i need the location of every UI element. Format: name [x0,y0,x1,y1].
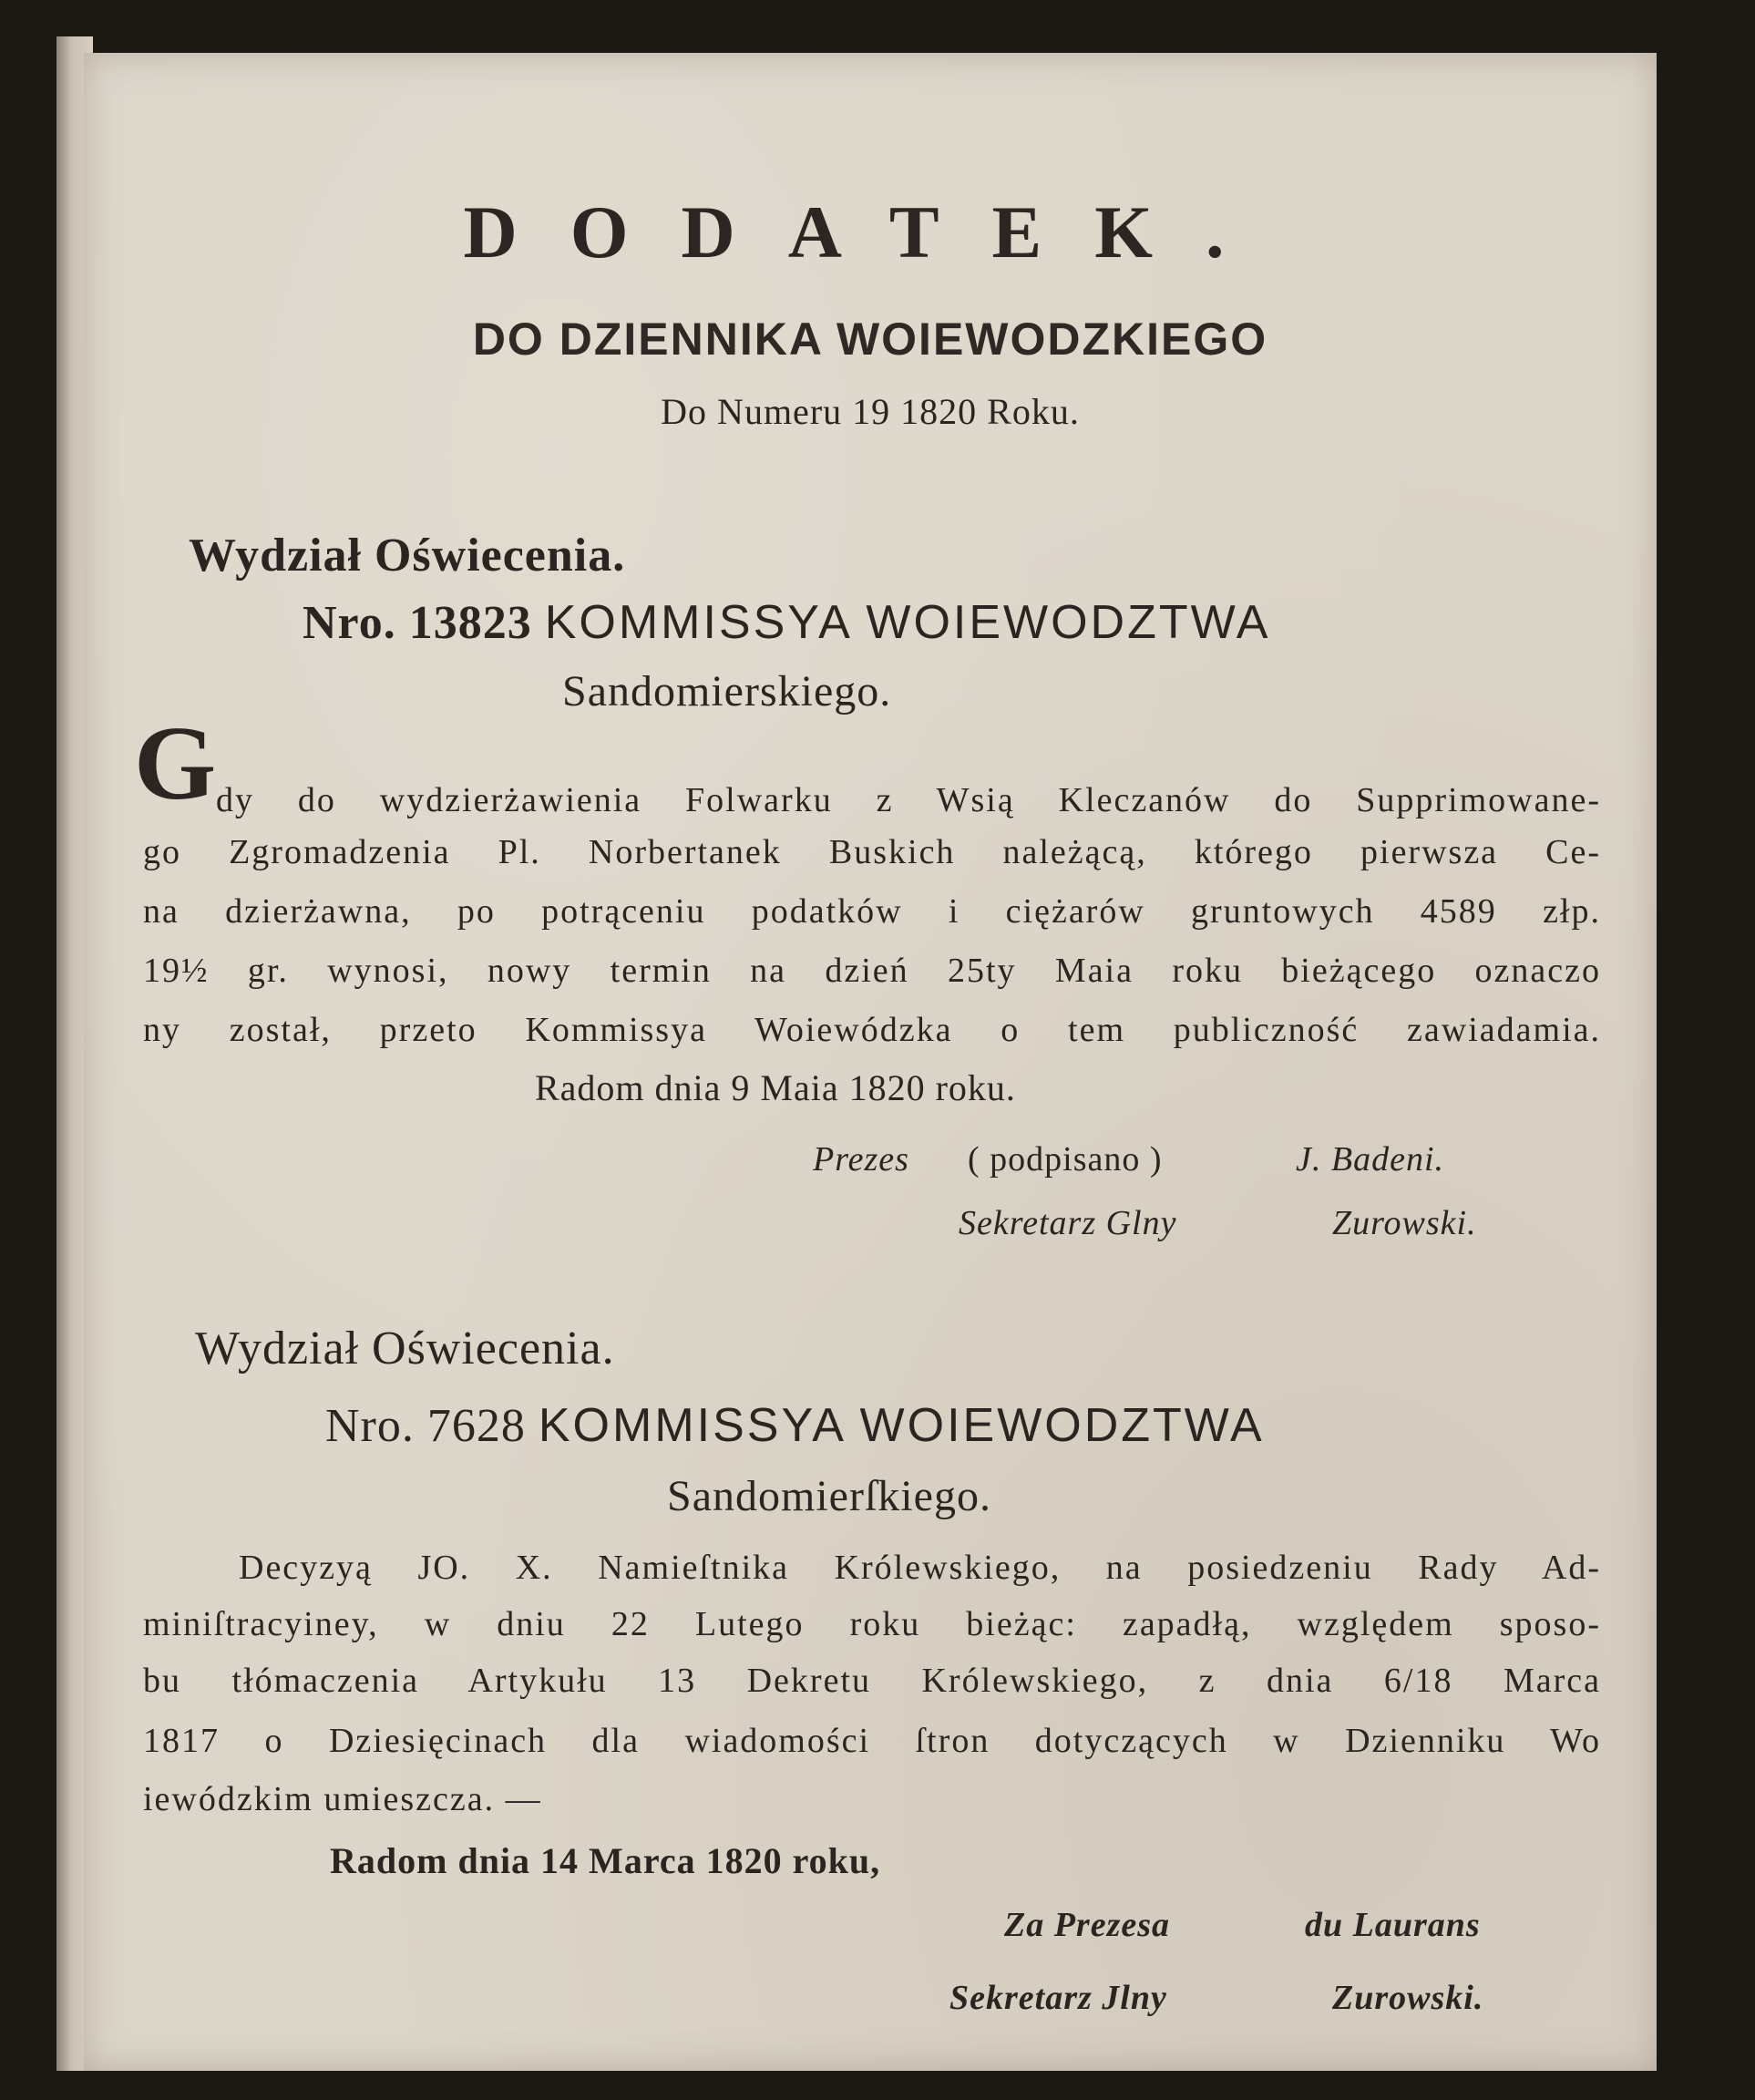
notice2-prezes-role: Za Prezesa [1004,1906,1171,1944]
notice1-line-5: ny został, przeto Kommissya Woiewódzka o tem publiczność zawiadamia. [143,1011,1601,1049]
notice1-department: Wydział Oświecenia. [189,530,626,582]
notice1-line-3: na dzierżawna, po potrąceniu podatków i ciężarów gruntowych 4589 złp. [143,892,1601,931]
notice2-commission: KOMMISSYA WOIEWODZTWA [538,1399,1265,1452]
notice2-sekretarz-name: Zurowski. [1332,1979,1484,2017]
notice1-sekretarz-role: Sekretarz Glny [959,1204,1177,1242]
document-title: DODATEK. [463,190,1278,273]
notice1-dropcap: G [134,705,217,822]
scanned-page [84,53,1657,2071]
notice1-date: Radom dnia 9 Maia 1820 roku. [535,1067,1016,1108]
notice1-region: Sandomierskiego. [562,667,892,715]
notice1-number: Nro. 13823 [303,597,532,649]
notice2-line-4: 1817 o Dziesięcinach dla wiadomości ſtron dotyczących w Dzienniku Wo [143,1722,1601,1760]
notice2-line-3: bu tłómaczenia Artykułu 13 Dekretu Królewskiego, z dnia 6/18 Marca [143,1662,1601,1700]
notice1-sekretarz-name: Zurowski. [1332,1204,1477,1242]
notice2-line-5: iewódzkim umieszcza. — [143,1780,542,1818]
notice2-line-1: Decyzyą JO. X. Namieſtnika Królewskiego, na posiedzeniu Rady Ad- [239,1549,1601,1587]
notice2-number: Nro. 7628 [325,1400,526,1452]
notice2-region: Sandomierſkiego. [667,1472,991,1520]
notice1-commission: KOMMISSYA WOIEWODZTWA [544,596,1271,649]
notice2-prezes-name: du Laurans [1305,1906,1481,1944]
notice2-date: Radom dnia 14 Marca 1820 roku, [330,1840,881,1881]
document-subtitle: DO DZIENNIKA WOIEWODZKIEGO [472,314,1268,365]
notice1-header [303,595,1270,650]
notice1-line-4: 19½ gr. wynosi, nowy termin na dzień 25ty Maia roku bieżącego oznaczo [143,952,1601,990]
notice1-prezes-note: ( podpisano ) [968,1140,1163,1179]
notice1-line-2: go Zgromadzenia Pl. Norbertanek Buskich należącą, którego pierwsza Ce- [143,833,1601,871]
notice1-prezes-name: J. Badeni. [1296,1140,1445,1179]
notice1-prezes-role: Prezes [813,1140,909,1179]
notice1-line-1: dy do wydzierżawienia Folwarku z Wsią Kleczanów do Supprimowane- [216,781,1601,819]
notice2-header [325,1398,1265,1453]
issue-number-line: Do Numeru 19 1820 Roku. [661,391,1080,432]
notice2-department: Wydział Oświecenia. [195,1323,615,1374]
notice2-sekretarz-role: Sekretarz Jlny [949,1979,1167,2017]
notice2-line-2: miniſtracyiney, w dniu 22 Lutego roku bieżąc: zapadłą, względem sposo- [143,1605,1601,1643]
